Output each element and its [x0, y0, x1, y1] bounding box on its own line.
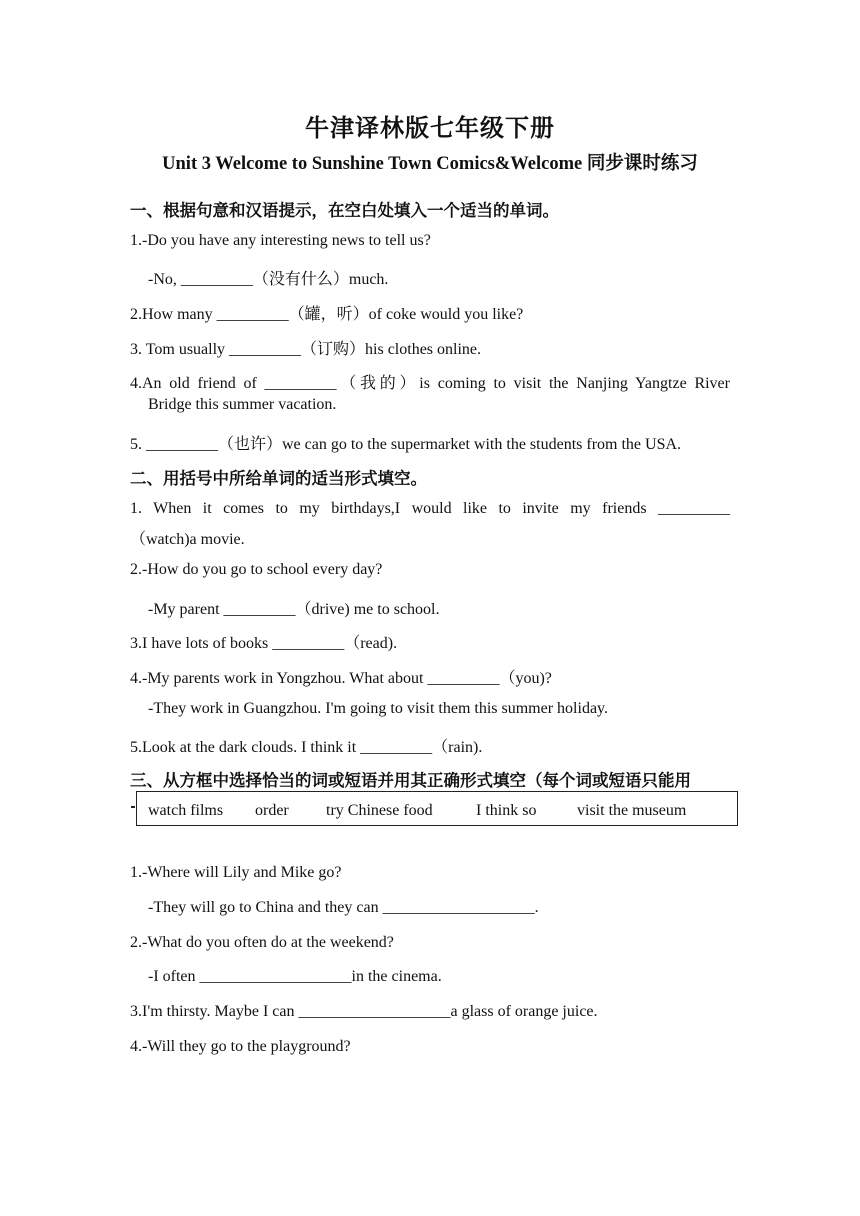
question-line: 2.-What do you often do at the weekend? [130, 934, 394, 951]
question-line: （watch)a movie. [130, 531, 245, 548]
word-box-item: watch films [148, 802, 224, 819]
question-line: -They will go to China and they can ___________________. [148, 899, 539, 916]
question-line: 3.I'm thirsty. Maybe I can ___________________a glass of orange juice. [130, 1003, 598, 1020]
question-line: 5. _________（也许）we can go to the supermarket with the students from the USA. [130, 436, 682, 453]
word-box-item: visit the museum [577, 802, 687, 819]
word-box-item: try Chinese food [326, 802, 433, 819]
question-line: 1. When it comes to my birthdays,I would like to invite my friends _________ [130, 500, 730, 517]
word-box [136, 791, 738, 826]
question-line: 4.An old friend of _________（我的）is coming to visit the Nanjing Yangtze River [130, 375, 730, 392]
question-line: 1.-Do you have any interesting news to tell us? [130, 232, 431, 249]
question-line: -I often ___________________in the cinema. [148, 968, 442, 985]
page-title: 牛津译林版七年级下册 [305, 116, 555, 142]
page-subtitle: Unit 3 Welcome to Sunshine Town Comics&Welcome 同步课时练习 [162, 154, 698, 174]
word-box-item: I think so [476, 802, 537, 819]
question-line: 3.I have lots of books _________（read). [130, 635, 398, 652]
question-line: Bridge this summer vacation. [148, 396, 337, 413]
question-line: -No, _________（没有什么）much. [148, 271, 389, 288]
question-line: 5.Look at the dark clouds. I think it _________（rain). [130, 739, 483, 756]
question-line: 4.-My parents work in Yongzhou. What about _________（you)? [130, 670, 552, 687]
section-3-heading: 三、从方框中选择恰当的词或短语并用其正确形式填空（每个词或短语只能用 [130, 771, 691, 790]
question-line: 4.-Will they go to the playground? [130, 1038, 351, 1055]
word-box-item: order [255, 802, 289, 819]
question-line: 2.-How do you go to school every day? [130, 561, 383, 578]
section-2-heading: 二、用括号中所给单词的适当形式填空。 [130, 469, 427, 488]
heading-overflow-mark [131, 806, 135, 808]
question-line: -They work in Guangzhou. I'm going to visit them this summer holiday. [148, 700, 609, 717]
question-line: 1.-Where will Lily and Mike go? [130, 864, 342, 881]
question-line: 3. Tom usually _________（订购）his clothes online. [130, 341, 482, 358]
section-1-heading: 一、根据句意和汉语提示，在空白处填入一个适当的单词。 [130, 201, 559, 220]
question-line: 2.How many _________（罐，听）of coke would you like? [130, 306, 524, 323]
question-line: -My parent _________（drive) me to school. [148, 601, 440, 618]
